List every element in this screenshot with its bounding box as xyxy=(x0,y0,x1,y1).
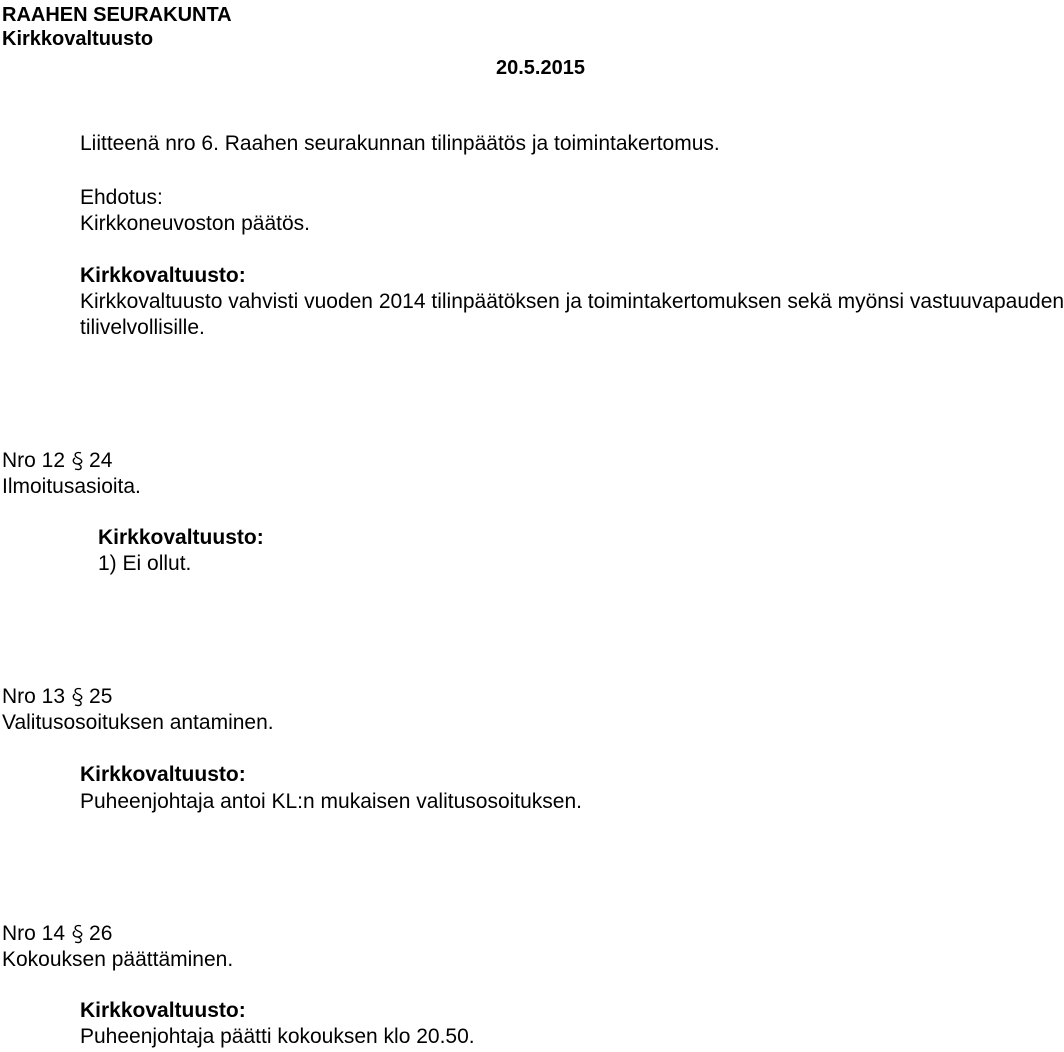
decision-text-line1: Kirkkovaltuusto vahvisti vuoden 2014 tilinpäätöksen ja toimintakertomuksen sekä myönsi vastuuvapauden xyxy=(80,290,1064,313)
attachment-text: Liitteenä nro 6. Raahen seurakunnan tilinpäätös ja toimintakertomus. xyxy=(80,132,720,155)
section-sign-icon xyxy=(71,450,85,472)
section-sign-icon xyxy=(71,686,85,708)
section-number: 25 xyxy=(89,685,113,708)
document-body-name: Kirkkovaltuusto xyxy=(2,28,154,50)
organization-name: RAAHEN SEURAKUNTA xyxy=(2,4,232,26)
decision-text: 1) Ei ollut. xyxy=(98,552,192,575)
item-title: Ilmoitusasioita. xyxy=(2,475,141,498)
decision-text: Puheenjohtaja päätti kokouksen klo 20.50. xyxy=(80,1025,475,1048)
decision-label: Kirkkovaltuusto: xyxy=(80,999,246,1022)
decision-label: Kirkkovaltuusto: xyxy=(98,526,264,549)
decision-label: Kirkkovaltuusto: xyxy=(80,264,246,287)
section-sign-icon xyxy=(71,923,85,945)
item-number: Nro 13 xyxy=(2,685,66,708)
item-number: Nro 12 xyxy=(2,449,66,472)
decision-text-line2: tilivelvollisille. xyxy=(80,316,205,339)
section-number: 26 xyxy=(89,922,113,945)
item-title: Kokouksen päättäminen. xyxy=(2,948,234,971)
proposal-text: Kirkkoneuvoston päätös. xyxy=(80,212,310,235)
item-title: Valitusosoituksen antaminen. xyxy=(2,711,274,734)
item-heading xyxy=(2,448,112,474)
proposal-label: Ehdotus: xyxy=(80,186,163,209)
item-heading xyxy=(2,921,112,947)
decision-label: Kirkkovaltuusto: xyxy=(80,763,246,786)
decision-text: Puheenjohtaja antoi KL:n mukaisen valitusosoituksen. xyxy=(80,790,582,813)
item-number: Nro 14 xyxy=(2,922,66,945)
item-heading xyxy=(2,684,112,710)
document-date: 20.5.2015 xyxy=(496,57,585,79)
section-number: 24 xyxy=(89,449,113,472)
